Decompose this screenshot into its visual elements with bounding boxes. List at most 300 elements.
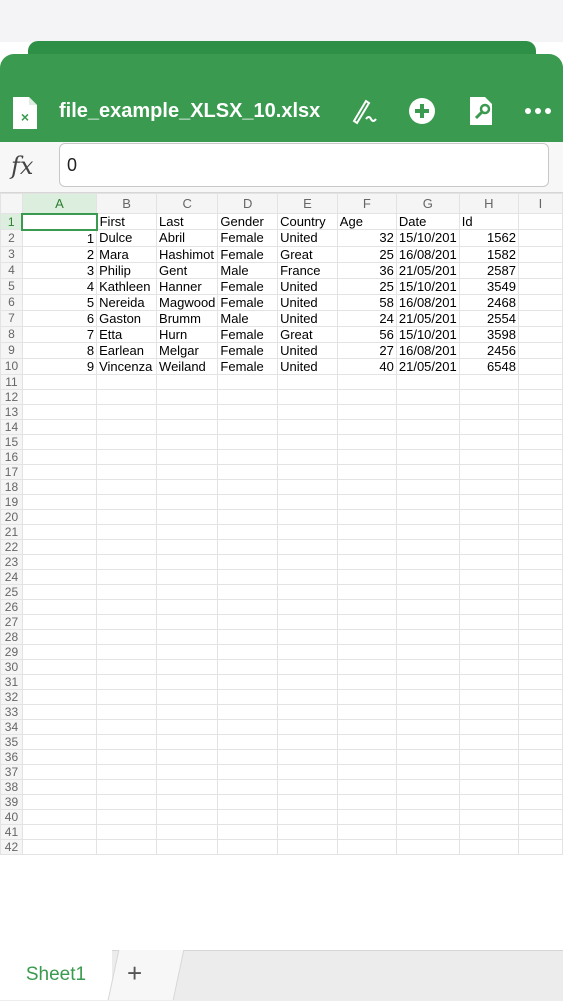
cell[interactable]: Kathleen — [97, 278, 157, 294]
row-header[interactable]: 13 — [1, 404, 23, 419]
cell[interactable] — [396, 614, 459, 629]
row-header[interactable]: 33 — [1, 704, 23, 719]
cell[interactable] — [396, 509, 459, 524]
cell[interactable] — [459, 449, 518, 464]
row-header[interactable]: 39 — [1, 794, 23, 809]
cell[interactable] — [157, 659, 218, 674]
cell[interactable]: United — [278, 278, 338, 294]
cell[interactable] — [157, 794, 218, 809]
cell[interactable] — [518, 214, 562, 230]
cell[interactable] — [218, 764, 278, 779]
cell[interactable] — [459, 434, 518, 449]
row-header[interactable]: 27 — [1, 614, 23, 629]
cell[interactable]: United — [278, 294, 338, 310]
cell[interactable] — [278, 524, 338, 539]
cell[interactable] — [459, 569, 518, 584]
cell[interactable] — [459, 584, 518, 599]
cell[interactable]: 32 — [337, 230, 396, 247]
row-header[interactable]: 24 — [1, 569, 23, 584]
cell[interactable] — [97, 509, 157, 524]
cell[interactable] — [278, 674, 338, 689]
cell[interactable]: Female — [218, 358, 278, 374]
cell[interactable] — [97, 779, 157, 794]
cell[interactable] — [97, 389, 157, 404]
cell[interactable] — [396, 404, 459, 419]
cell[interactable] — [97, 584, 157, 599]
cell[interactable] — [157, 614, 218, 629]
row-header[interactable]: 41 — [1, 824, 23, 839]
cell[interactable] — [518, 809, 562, 824]
cell[interactable] — [278, 554, 338, 569]
cell[interactable] — [157, 419, 218, 434]
cell[interactable]: Age — [337, 214, 396, 230]
cell[interactable] — [157, 494, 218, 509]
cell[interactable]: Vincenza — [97, 358, 157, 374]
add-sheet-button[interactable] — [108, 950, 185, 1000]
cell[interactable] — [22, 554, 96, 569]
cell[interactable] — [518, 824, 562, 839]
cell[interactable] — [22, 389, 96, 404]
cell[interactable]: 27 — [337, 342, 396, 358]
cell[interactable] — [518, 749, 562, 764]
cell[interactable] — [22, 794, 96, 809]
cell[interactable] — [157, 389, 218, 404]
cell[interactable]: 16/08/201 — [396, 246, 459, 262]
cell[interactable] — [157, 839, 218, 854]
row-header[interactable]: 22 — [1, 539, 23, 554]
cell[interactable] — [459, 719, 518, 734]
cell[interactable]: Female — [218, 326, 278, 342]
cell[interactable] — [337, 389, 396, 404]
cell[interactable] — [97, 374, 157, 389]
cell[interactable] — [97, 764, 157, 779]
cell[interactable] — [22, 419, 96, 434]
cell[interactable] — [157, 719, 218, 734]
row-header[interactable]: 37 — [1, 764, 23, 779]
cell[interactable] — [396, 764, 459, 779]
cell[interactable] — [218, 689, 278, 704]
cell[interactable] — [218, 449, 278, 464]
cell[interactable] — [518, 310, 562, 326]
row-header[interactable]: 29 — [1, 644, 23, 659]
cell[interactable] — [22, 644, 96, 659]
cell[interactable] — [97, 734, 157, 749]
cell[interactable] — [337, 434, 396, 449]
cell[interactable] — [278, 794, 338, 809]
cell[interactable]: 3598 — [459, 326, 518, 342]
cell[interactable] — [337, 674, 396, 689]
cell[interactable] — [278, 704, 338, 719]
cell[interactable] — [157, 374, 218, 389]
cell[interactable] — [97, 809, 157, 824]
cell[interactable]: United — [278, 230, 338, 247]
cell[interactable] — [97, 419, 157, 434]
cell[interactable] — [22, 449, 96, 464]
row-header[interactable]: 40 — [1, 809, 23, 824]
cell[interactable] — [97, 464, 157, 479]
column-header-d[interactable]: D — [218, 194, 278, 214]
cell[interactable]: 2554 — [459, 310, 518, 326]
cell[interactable] — [97, 824, 157, 839]
row-header[interactable]: 16 — [1, 449, 23, 464]
cell[interactable] — [396, 569, 459, 584]
cell[interactable] — [97, 674, 157, 689]
row-header[interactable]: 25 — [1, 584, 23, 599]
cell[interactable] — [459, 389, 518, 404]
cell[interactable] — [459, 614, 518, 629]
cell[interactable] — [97, 434, 157, 449]
cell[interactable]: 5 — [22, 294, 96, 310]
cell[interactable] — [518, 599, 562, 614]
cell[interactable] — [278, 659, 338, 674]
cell[interactable] — [459, 749, 518, 764]
cell[interactable] — [97, 839, 157, 854]
cell[interactable]: 21/05/201 — [396, 262, 459, 278]
cell[interactable] — [518, 569, 562, 584]
cell[interactable] — [218, 824, 278, 839]
cell[interactable] — [459, 509, 518, 524]
cell[interactable] — [518, 230, 562, 247]
cell[interactable] — [396, 719, 459, 734]
cell[interactable]: 25 — [337, 278, 396, 294]
cell[interactable] — [459, 524, 518, 539]
cell[interactable] — [157, 749, 218, 764]
cell[interactable] — [337, 524, 396, 539]
cell[interactable] — [337, 449, 396, 464]
cell[interactable] — [278, 419, 338, 434]
cell[interactable]: 1582 — [459, 246, 518, 262]
cell[interactable] — [518, 509, 562, 524]
cell[interactable] — [278, 689, 338, 704]
cell[interactable]: Abril — [157, 230, 218, 247]
cell[interactable] — [22, 659, 96, 674]
cell[interactable] — [459, 839, 518, 854]
cell[interactable] — [157, 569, 218, 584]
cell[interactable] — [218, 404, 278, 419]
cell[interactable] — [157, 629, 218, 644]
cell[interactable] — [157, 434, 218, 449]
cell[interactable] — [337, 599, 396, 614]
cell[interactable]: Female — [218, 230, 278, 247]
cell[interactable] — [278, 809, 338, 824]
cell[interactable] — [396, 794, 459, 809]
cell[interactable] — [396, 629, 459, 644]
cell[interactable] — [518, 734, 562, 749]
cell[interactable] — [396, 824, 459, 839]
cell[interactable] — [518, 794, 562, 809]
cell[interactable] — [157, 809, 218, 824]
cell[interactable] — [396, 779, 459, 794]
cell[interactable] — [396, 449, 459, 464]
cell[interactable] — [157, 509, 218, 524]
cell[interactable] — [22, 764, 96, 779]
cell[interactable]: Male — [218, 310, 278, 326]
cell[interactable] — [396, 479, 459, 494]
cell[interactable]: Nereida — [97, 294, 157, 310]
cell[interactable] — [518, 464, 562, 479]
cell[interactable]: Philip — [97, 262, 157, 278]
cell[interactable] — [218, 509, 278, 524]
cell[interactable]: Female — [218, 294, 278, 310]
cell[interactable] — [396, 464, 459, 479]
cell[interactable] — [97, 689, 157, 704]
document-tools-button[interactable] — [465, 94, 497, 128]
cell[interactable]: 2456 — [459, 342, 518, 358]
cell[interactable] — [518, 374, 562, 389]
cell[interactable] — [22, 539, 96, 554]
cell[interactable] — [157, 479, 218, 494]
cell[interactable] — [278, 479, 338, 494]
cell[interactable] — [97, 794, 157, 809]
cell[interactable] — [278, 719, 338, 734]
cell[interactable] — [22, 824, 96, 839]
cell[interactable] — [157, 539, 218, 554]
row-header[interactable]: 7 — [1, 310, 23, 326]
row-header[interactable]: 9 — [1, 342, 23, 358]
cell[interactable]: Gaston — [97, 310, 157, 326]
cell[interactable] — [278, 374, 338, 389]
cell[interactable]: Male — [218, 262, 278, 278]
row-header[interactable]: 34 — [1, 719, 23, 734]
cell[interactable] — [459, 464, 518, 479]
cell[interactable]: First — [97, 214, 157, 230]
cell[interactable] — [337, 839, 396, 854]
cell[interactable] — [518, 342, 562, 358]
cell[interactable] — [278, 509, 338, 524]
cell[interactable] — [459, 419, 518, 434]
cell[interactable] — [518, 764, 562, 779]
cell[interactable] — [396, 539, 459, 554]
row-header[interactable]: 21 — [1, 524, 23, 539]
cell[interactable] — [459, 539, 518, 554]
cell[interactable]: 2 — [22, 246, 96, 262]
cell[interactable] — [518, 404, 562, 419]
cell[interactable] — [278, 539, 338, 554]
cell[interactable] — [518, 584, 562, 599]
row-header[interactable]: 31 — [1, 674, 23, 689]
cell[interactable] — [157, 824, 218, 839]
formula-input[interactable]: 0 — [59, 143, 549, 187]
cell[interactable] — [218, 839, 278, 854]
cell[interactable] — [218, 749, 278, 764]
cell[interactable] — [459, 629, 518, 644]
cell[interactable] — [218, 569, 278, 584]
column-header-h[interactable]: H — [459, 194, 518, 214]
cell[interactable]: 4 — [22, 278, 96, 294]
cell[interactable] — [518, 554, 562, 569]
cell[interactable] — [218, 389, 278, 404]
cell[interactable]: 58 — [337, 294, 396, 310]
cell[interactable] — [337, 374, 396, 389]
cell[interactable] — [337, 629, 396, 644]
cell[interactable] — [97, 719, 157, 734]
cell[interactable] — [518, 434, 562, 449]
cell[interactable] — [218, 599, 278, 614]
cell[interactable] — [337, 824, 396, 839]
cell[interactable]: Hashimot — [157, 246, 218, 262]
cell[interactable]: 21/05/201 — [396, 310, 459, 326]
cell[interactable]: 8 — [22, 342, 96, 358]
cell[interactable] — [22, 614, 96, 629]
cell[interactable] — [396, 704, 459, 719]
cell[interactable]: Hurn — [157, 326, 218, 342]
cell[interactable] — [518, 674, 562, 689]
row-header[interactable]: 19 — [1, 494, 23, 509]
cell[interactable] — [22, 599, 96, 614]
cell[interactable] — [518, 629, 562, 644]
cell[interactable] — [518, 419, 562, 434]
cell[interactable] — [218, 629, 278, 644]
row-header[interactable]: 5 — [1, 278, 23, 294]
cell[interactable] — [396, 734, 459, 749]
cell[interactable]: Dulce — [97, 230, 157, 247]
cell[interactable]: Gender — [218, 214, 278, 230]
cell[interactable] — [97, 644, 157, 659]
cell[interactable] — [337, 539, 396, 554]
row-header[interactable]: 6 — [1, 294, 23, 310]
cell[interactable] — [396, 419, 459, 434]
cell[interactable] — [157, 644, 218, 659]
row-header[interactable]: 26 — [1, 599, 23, 614]
cell[interactable] — [218, 479, 278, 494]
cell[interactable] — [459, 704, 518, 719]
cell[interactable] — [97, 524, 157, 539]
cell[interactable]: Hanner — [157, 278, 218, 294]
cell[interactable]: Etta — [97, 326, 157, 342]
cell[interactable] — [518, 839, 562, 854]
cell[interactable] — [22, 719, 96, 734]
cell[interactable]: 15/10/201 — [396, 230, 459, 247]
cell[interactable]: France — [278, 262, 338, 278]
cell[interactable]: Weiland — [157, 358, 218, 374]
cell[interactable] — [22, 749, 96, 764]
cell[interactable] — [518, 494, 562, 509]
cell[interactable] — [337, 794, 396, 809]
cell[interactable]: 15/10/201 — [396, 278, 459, 294]
cell[interactable] — [518, 389, 562, 404]
cell[interactable] — [22, 479, 96, 494]
cell[interactable]: 7 — [22, 326, 96, 342]
cell[interactable] — [218, 644, 278, 659]
cell[interactable] — [22, 689, 96, 704]
sheet-table[interactable] — [0, 193, 563, 855]
cell[interactable]: 3549 — [459, 278, 518, 294]
cell[interactable]: 1 — [22, 230, 96, 247]
cell[interactable] — [97, 614, 157, 629]
cell[interactable]: 6 — [22, 310, 96, 326]
cell[interactable] — [337, 779, 396, 794]
cell[interactable] — [278, 584, 338, 599]
cell[interactable] — [22, 734, 96, 749]
cell[interactable] — [22, 509, 96, 524]
column-header-c[interactable]: C — [157, 194, 218, 214]
cell[interactable] — [157, 689, 218, 704]
cell[interactable] — [337, 494, 396, 509]
cell[interactable] — [97, 629, 157, 644]
cell[interactable] — [337, 509, 396, 524]
cell[interactable] — [218, 779, 278, 794]
cell[interactable] — [218, 794, 278, 809]
cell[interactable]: Magwood — [157, 294, 218, 310]
cell[interactable]: 2468 — [459, 294, 518, 310]
cell[interactable] — [396, 599, 459, 614]
cell[interactable]: Gent — [157, 262, 218, 278]
cell[interactable] — [157, 779, 218, 794]
cell[interactable] — [218, 419, 278, 434]
cell[interactable] — [518, 262, 562, 278]
pen-signature-button[interactable] — [348, 94, 380, 128]
cell[interactable]: 56 — [337, 326, 396, 342]
cell[interactable] — [396, 839, 459, 854]
cell[interactable]: 16/08/201 — [396, 294, 459, 310]
cell[interactable] — [218, 539, 278, 554]
cell[interactable] — [459, 554, 518, 569]
cell[interactable] — [459, 374, 518, 389]
cell[interactable]: Great — [278, 246, 338, 262]
cell[interactable] — [518, 358, 562, 374]
cell[interactable] — [459, 674, 518, 689]
cell[interactable] — [218, 374, 278, 389]
cell[interactable] — [337, 734, 396, 749]
cell[interactable] — [157, 449, 218, 464]
cell[interactable]: Female — [218, 342, 278, 358]
cell[interactable] — [518, 278, 562, 294]
cell[interactable] — [459, 734, 518, 749]
row-header[interactable]: 32 — [1, 689, 23, 704]
cell[interactable] — [337, 554, 396, 569]
cell[interactable] — [396, 374, 459, 389]
cell[interactable] — [278, 764, 338, 779]
row-header[interactable]: 12 — [1, 389, 23, 404]
cell[interactable] — [337, 644, 396, 659]
column-header-g[interactable]: G — [396, 194, 459, 214]
row-header[interactable]: 10 — [1, 358, 23, 374]
cell[interactable] — [337, 614, 396, 629]
cell[interactable] — [396, 494, 459, 509]
cell[interactable] — [396, 659, 459, 674]
cell[interactable]: United — [278, 342, 338, 358]
cell[interactable] — [22, 584, 96, 599]
row-header[interactable]: 2 — [1, 230, 23, 247]
cell[interactable] — [22, 494, 96, 509]
cell[interactable] — [97, 659, 157, 674]
row-header[interactable]: 1 — [1, 214, 23, 230]
cell[interactable]: 24 — [337, 310, 396, 326]
sheet-tab-sheet1[interactable]: Sheet1 — [0, 950, 112, 1000]
cell[interactable] — [278, 389, 338, 404]
cell[interactable] — [278, 839, 338, 854]
more-button[interactable] — [522, 94, 554, 128]
cell[interactable] — [22, 674, 96, 689]
cell[interactable] — [218, 524, 278, 539]
cell[interactable] — [97, 404, 157, 419]
cell[interactable] — [459, 659, 518, 674]
row-header[interactable]: 14 — [1, 419, 23, 434]
cell[interactable] — [278, 494, 338, 509]
cell[interactable] — [337, 659, 396, 674]
cell[interactable]: United — [278, 358, 338, 374]
cell[interactable] — [22, 404, 96, 419]
cell[interactable] — [337, 464, 396, 479]
cell[interactable] — [518, 449, 562, 464]
cell[interactable] — [218, 584, 278, 599]
cell[interactable] — [278, 749, 338, 764]
cell[interactable] — [459, 689, 518, 704]
row-header[interactable]: 17 — [1, 464, 23, 479]
cell[interactable] — [97, 569, 157, 584]
cell[interactable] — [518, 246, 562, 262]
cell[interactable] — [278, 824, 338, 839]
